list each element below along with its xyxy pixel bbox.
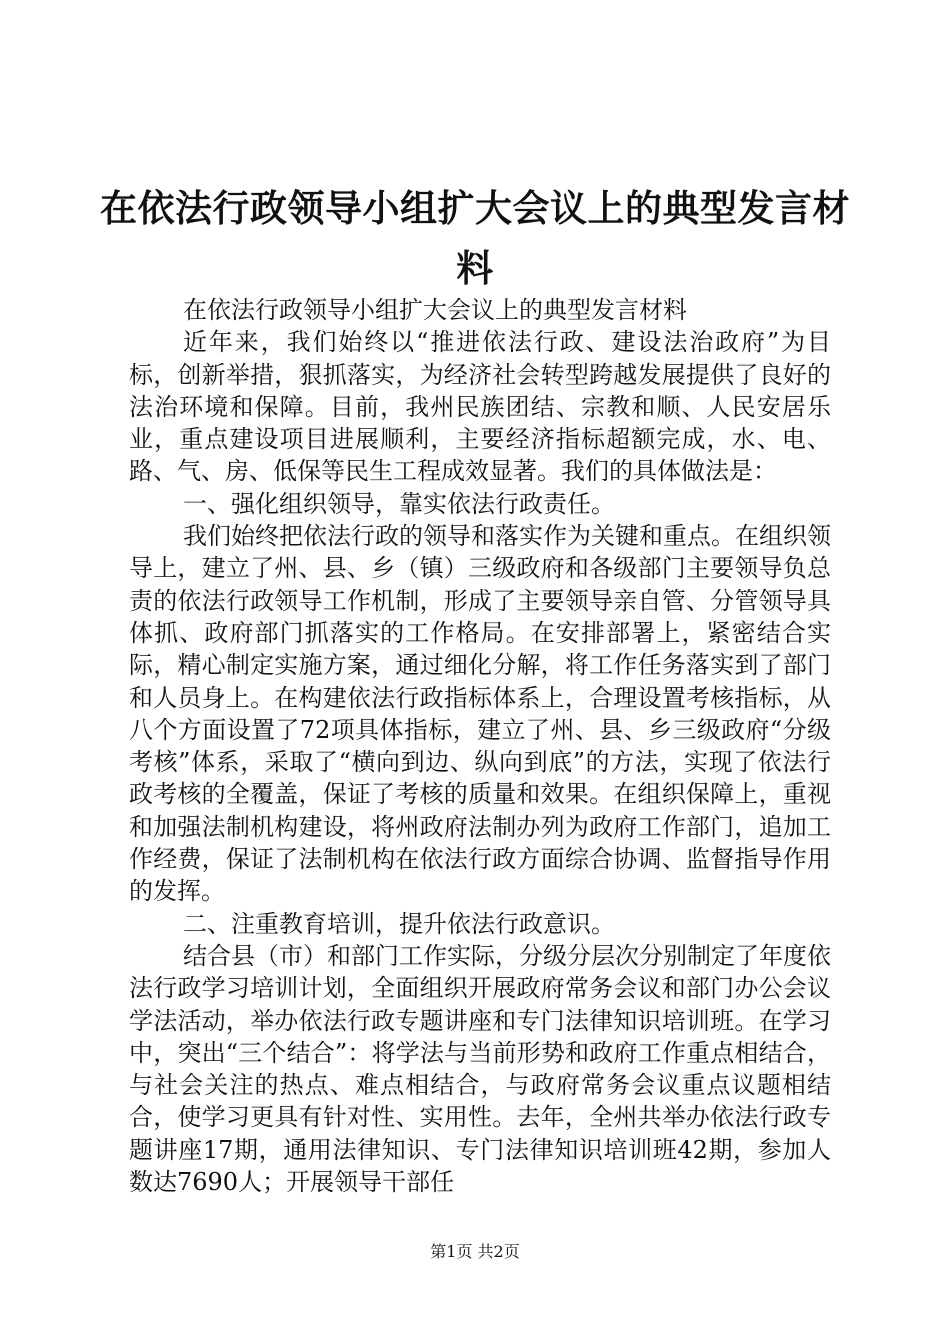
document-body [129, 294, 831, 1198]
page-footer: 第1页 共2页 [430, 1242, 520, 1261]
paragraph-section-1: 我们始终把依法行政的领导和落实作为关键和重点。在组织领导上，建立了州、县、乡（镇）三级政府和各级部门主要领导负总责的依法行政领导工作机制，形成了主要领导亲自管、分管领导具体抓、政府部门抓落实的工作格局。在安排部署上，紧密结合实际，精心制定实施方案，通过细化分解，将工作任务落实到了部门和人员身上。在构建依法行政指标体系上，合理设置考核指标，从八个方面设置了72项具体指标，建立了州、县、乡三级政府“分级考核”体系，采取了“横向到边、纵向到底”的方法，实现了依法行政考核的全覆盖，保证了考核的质量和效果。在组织保障上，重视和加强法制机构建设，将州政府法制办列为政府工作部门，追加工作经费，保证了法制机构在依法行政方面综合协调、监督指导作用的发挥。 [129, 522, 831, 906]
section-heading-1: 一、强化组织领导，靠实依法行政责任。 [183, 489, 615, 518]
section-heading-2: 二、注重教育培训，提升依法行政意识。 [183, 909, 615, 938]
paragraph-intro: 近年来，我们始终以“推进依法行政、建设法治政府”为目标，创新举措，狠抓落实，为经济社会转型跨越发展提供了良好的法治环境和保障。目前，我州民族团结、宗教和顺、人民安居乐业，重点建设项目进展顺利，主要经济指标超额完成，水、电、路、气、房、低保等民生工程成效显著。我们的具体做法是： [129, 328, 831, 486]
paragraph-subtitle: 在依法行政领导小组扩大会议上的典型发言材料 [183, 296, 687, 324]
document-title: 在依法行政领导小组扩大会议上的典型发言材料 [100, 186, 850, 290]
paragraph-section-2: 结合县（市）和部门工作实际，分级分层次分别制定了年度依法行政学习培训计划，全面组织开展政府常务会议和部门办公会议学法活动，举办依法行政专题讲座和专门法律知识培训班。在学习中，突出“三个结合”：将学法与当前形势和政府工作重点相结合，与社会关注的热点、难点相结合，与政府常务会议重点议题相结合，使学习更具有针对性、实用性。去年，全州共举办依法行政专题讲座17期，通用法律知识、专门法律知识培训班42期，参加人数达7690人；开展领导干部任 [129, 941, 831, 1197]
